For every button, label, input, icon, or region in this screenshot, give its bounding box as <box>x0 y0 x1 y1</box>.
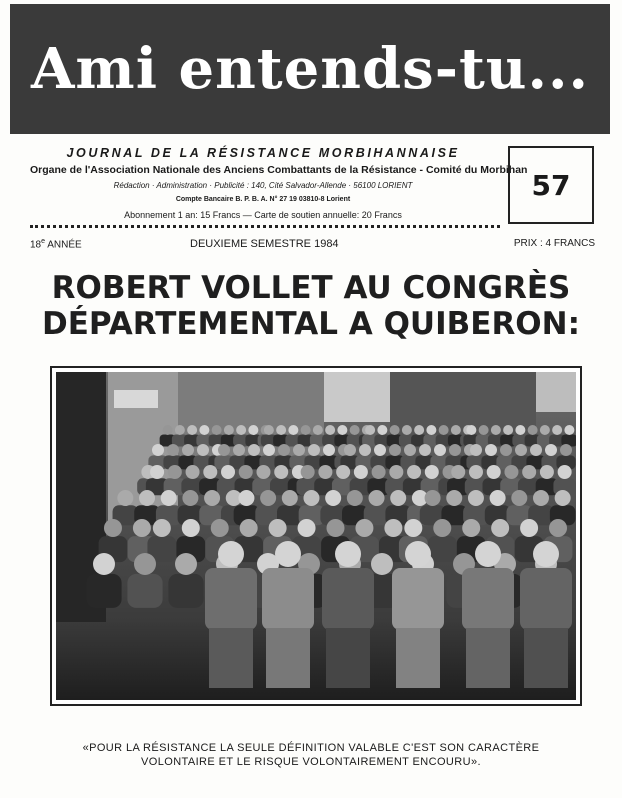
audience-member-head <box>134 553 156 575</box>
audience-member-head <box>384 519 402 537</box>
front-row-figure-body <box>205 568 257 630</box>
audience-member-head <box>528 425 538 435</box>
audience-member-head <box>462 519 480 537</box>
audience-member-head <box>248 444 260 456</box>
masthead <box>10 4 610 134</box>
audience-member-head <box>238 490 254 506</box>
subscription-line: Abonnement 1 an: 15 Francs — Carte de soutien annuelle: 20 Francs <box>124 210 402 220</box>
audience-member-head <box>204 490 220 506</box>
audience-member-head <box>239 465 253 479</box>
audience-member-head <box>354 465 368 479</box>
front-row-figure-body <box>462 568 514 630</box>
audience-member-head <box>355 519 373 537</box>
audience-member-head <box>93 553 115 575</box>
issue-info-row <box>30 238 595 254</box>
audience-member-head <box>318 465 332 479</box>
front-row-figure-legs <box>209 628 253 688</box>
audience-member-head <box>390 425 400 435</box>
audience-member-head <box>197 444 209 456</box>
audience-member-head <box>490 490 506 506</box>
front-row-figure-body <box>392 568 444 630</box>
audience-member-head <box>522 465 536 479</box>
audience-member-head <box>487 465 501 479</box>
front-row-figure-legs <box>326 628 370 688</box>
audience-member-head <box>451 465 465 479</box>
audience-member-head <box>407 465 421 479</box>
audience-member-head <box>186 465 200 479</box>
audience-member-head <box>389 444 401 456</box>
audience-member-head <box>263 444 275 456</box>
audience-member-head <box>377 425 387 435</box>
audience-member-head <box>161 490 177 506</box>
audience-member-head <box>530 444 542 456</box>
audience-member-head <box>233 444 245 456</box>
audience-member-head <box>337 425 347 435</box>
audience-member-head <box>264 425 274 435</box>
audience-member-head <box>163 425 173 435</box>
audience-member-head <box>504 465 518 479</box>
audience-member-head <box>301 425 311 435</box>
audience-member-head <box>555 490 571 506</box>
audience-member-head <box>374 444 386 456</box>
audience-member-head <box>278 444 290 456</box>
audience-member-head <box>449 444 461 456</box>
audience-member-head <box>221 465 235 479</box>
audience-member-head <box>153 519 171 537</box>
audience-member-head <box>466 425 476 435</box>
audience-member-head <box>365 425 375 435</box>
audience-member-head <box>260 490 276 506</box>
audience-member-head <box>150 465 164 479</box>
audience-member-head <box>168 465 182 479</box>
semester-label: DEUXIEME SEMESTRE 1984 <box>190 238 339 250</box>
audience-member-head <box>520 519 538 537</box>
audience-member-head <box>564 425 574 435</box>
audience-member-head <box>288 425 298 435</box>
year-number: 18 <box>30 239 42 251</box>
audience-member-head <box>533 490 549 506</box>
audience-member-head <box>218 444 230 456</box>
organization-line: Organe de l'Association Nationale des Anciens Combattants de la Résistance - Comité du Morbihan <box>30 164 528 176</box>
audience-member-head <box>359 444 371 456</box>
audience-member-head <box>425 490 441 506</box>
front-row-figure-body <box>322 568 374 630</box>
headline-line-1: ROBERT VOLLET AU CONGRÈS <box>51 270 571 306</box>
audience-member-head <box>540 465 554 479</box>
front-row-figure-legs <box>266 628 310 688</box>
audience-member-head <box>212 425 222 435</box>
audience-member-head <box>211 519 229 537</box>
front-row-figure-head <box>218 541 244 567</box>
front-row-figure-body <box>262 568 314 630</box>
audience-member-head <box>540 425 550 435</box>
audience-member-head <box>470 444 482 456</box>
audience-member-head <box>404 444 416 456</box>
audience-member-head <box>139 490 155 506</box>
quote-line-1: «POUR LA RÉSISTANCE LA SEULE DÉFINITION VALABLE C'EST SON CARACTÈRE <box>82 742 540 754</box>
audience-member-head <box>402 425 412 435</box>
audience-member-head <box>269 519 287 537</box>
audience-member-head <box>549 519 567 537</box>
front-row-figure-head <box>335 541 361 567</box>
audience-member-head <box>298 519 316 537</box>
headline <box>20 270 602 342</box>
audience-member-body <box>168 574 203 608</box>
audience-member-head <box>104 519 122 537</box>
price-label: PRIX : 4 FRANCS <box>513 238 595 249</box>
audience-member-head <box>390 490 406 506</box>
audience-member-head <box>414 425 424 435</box>
audience-member-head <box>323 444 335 456</box>
year-suffix: e <box>41 238 46 245</box>
audience-member-head <box>469 465 483 479</box>
quote <box>20 741 602 769</box>
audience-member-head <box>133 519 151 537</box>
audience-member-head <box>325 425 335 435</box>
audience-member-head <box>276 425 286 435</box>
audience-member-head <box>404 519 422 537</box>
audience-member-head <box>327 519 345 537</box>
audience-member-head <box>182 519 200 537</box>
congress-audience-photo <box>56 372 576 700</box>
audience-member-head <box>248 425 258 435</box>
year-label <box>30 238 82 250</box>
year-text: ANNÉE <box>45 239 82 251</box>
audience-member-head <box>426 425 436 435</box>
audience-member-head <box>182 490 198 506</box>
audience-member-head <box>308 444 320 456</box>
quote-line-2: VOLONTAIRE ET LE RISQUE VOLONTAIREMENT ENCOURU». <box>141 756 481 768</box>
audience-member-head <box>371 553 393 575</box>
audience-member-head <box>199 425 209 435</box>
front-row-figure-head <box>475 541 501 567</box>
audience-member-head <box>369 490 385 506</box>
audience-member-head <box>560 444 572 456</box>
audience-member-head <box>175 553 197 575</box>
audience-member-head <box>350 425 360 435</box>
audience-member-head <box>433 519 451 537</box>
audience-member-head <box>515 444 527 456</box>
address-line: Rédaction · Administration · Publicité : 140, Cité Salvador-Allende · 56100 LORIENT <box>113 181 413 190</box>
audience-member-head <box>313 425 323 435</box>
audience-member-head <box>446 490 462 506</box>
photo-illustration <box>56 372 576 700</box>
audience-member-head <box>224 425 234 435</box>
audience-member-head <box>256 465 270 479</box>
front-row-figure-head <box>533 541 559 567</box>
audience-member-body <box>86 574 121 608</box>
audience-member-head <box>479 425 489 435</box>
masthead-title: Ami entends-tu... <box>30 36 590 102</box>
audience-member-head <box>425 465 439 479</box>
audience-member-head <box>511 490 527 506</box>
audience-member-head <box>503 425 513 435</box>
audience-member-head <box>282 490 298 506</box>
front-row-figure-head <box>405 541 431 567</box>
audience-member-head <box>175 425 185 435</box>
journal-title: JOURNAL DE LA RÉSISTANCE MORBIHANNAISE <box>66 146 460 160</box>
audience-member-head <box>347 490 363 506</box>
audience-member-head <box>301 465 315 479</box>
headline-line-2: DÉPARTEMENTAL A QUIBERON: <box>41 306 581 342</box>
audience-member-head <box>293 444 305 456</box>
audience-member-head <box>182 444 194 456</box>
front-row-figure-head <box>275 541 301 567</box>
audience-member-head <box>117 490 133 506</box>
audience-member-head <box>545 444 557 456</box>
audience-member-head <box>439 425 449 435</box>
front-row-figure-legs <box>524 628 568 688</box>
audience-member-head <box>515 425 525 435</box>
audience-member-head <box>419 444 431 456</box>
audience-member-head <box>336 465 350 479</box>
audience-member-head <box>500 444 512 456</box>
front-row-figure-legs <box>466 628 510 688</box>
dotted-divider <box>30 225 500 231</box>
audience-member-head <box>325 490 341 506</box>
audience-member-head <box>485 444 497 456</box>
audience-member-head <box>434 444 446 456</box>
audience-member-head <box>344 444 356 456</box>
audience-member-head <box>167 444 179 456</box>
audience-member-head <box>187 425 197 435</box>
audience-member-head <box>451 425 461 435</box>
audience-member-head <box>240 519 258 537</box>
audience-member-head <box>389 465 403 479</box>
audience-member-head <box>491 425 501 435</box>
audience-member-body <box>127 574 162 608</box>
audience-member-head <box>558 465 572 479</box>
photo-frame <box>50 366 582 706</box>
audience-member-head <box>372 465 386 479</box>
audience-member-head <box>203 465 217 479</box>
audience-member-head <box>152 444 164 456</box>
issue-number-box <box>508 146 594 224</box>
audience-member-head <box>491 519 509 537</box>
bank-account-line: Compte Bancaire B. P. B. A. N° 27 19 03810-8 Lorient <box>175 196 351 203</box>
audience-member-head <box>303 490 319 506</box>
audience-member-head <box>236 425 246 435</box>
issue-number: 57 <box>531 168 571 202</box>
audience-member-head <box>468 490 484 506</box>
front-row-figure-body <box>520 568 572 630</box>
front-row-figure-legs <box>396 628 440 688</box>
audience-member-head <box>552 425 562 435</box>
audience-member-head <box>274 465 288 479</box>
